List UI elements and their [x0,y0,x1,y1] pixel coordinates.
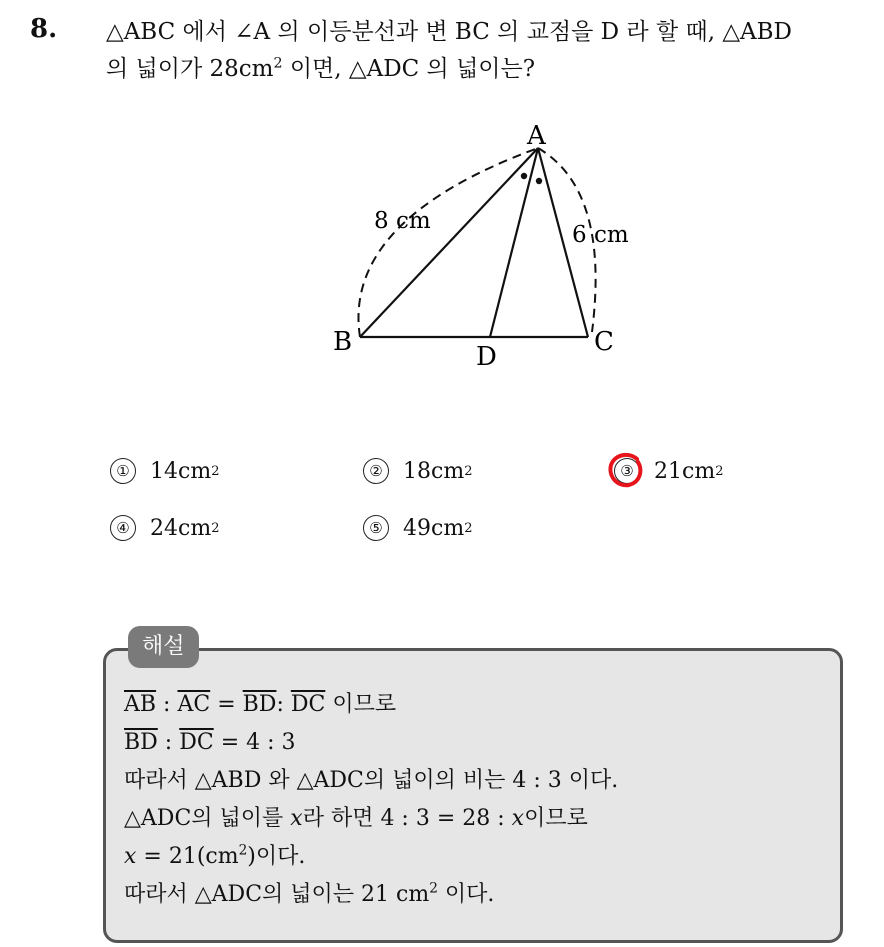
label-b: B [333,327,353,357]
solution-line-3: 따라서 △ABD 와 △ADC의 넓이의 비는 4 : 3 이다. [124,768,619,793]
sol5-x: x [124,844,137,869]
solution-line-2 [124,724,834,762]
solution-tag: 해설 [128,626,199,668]
segment-ab: $\overline{AB}$ [124,692,157,717]
choice-5[interactable] [363,515,472,541]
sol5-sup: 2 [238,842,248,859]
question-line-2-b: 이면, △ADC 의 넓이는? [282,56,536,82]
sol2-tail: = 4 : 3 [213,730,296,755]
angle-dot-1 [521,173,527,179]
choice-4[interactable] [110,515,219,541]
question-line-2-sup: 2 [273,55,283,72]
choice-2-sup: 2 [464,463,473,479]
choice-5-sup: 2 [464,520,473,536]
segment-ac: $\overline{AC}$ [177,692,211,717]
choice-3[interactable] [614,458,723,484]
sol4-c: 이므로 [524,806,588,831]
choice-5-value: 49cm [403,515,465,541]
choice-1-value: 14cm [150,458,212,484]
sol1-eq: = [210,692,243,717]
bisector-ad [490,148,538,337]
choice-3-sup: 2 [715,463,724,479]
choice-4-value: 24cm [150,515,212,541]
segment-dc-2: $\overline{DC}$ [179,730,214,755]
label-ab-length: 8 cm [374,208,431,234]
side-ab [360,148,538,337]
choice-2-number: ② [363,458,389,484]
sol5-a: = 21(cm [136,844,239,869]
question-text [106,14,876,88]
choice-2[interactable] [363,458,472,484]
choice-3-number-wrap [614,458,640,484]
solution-line-4 [124,800,834,838]
sol1-tail: 이므로 [325,692,397,717]
question-number: 8. [30,14,58,44]
sol4-x1: x [290,806,303,831]
choice-3-value: 21cm [654,458,716,484]
choice-3-number: ③ [620,462,634,480]
triangle-figure [320,110,650,385]
sol6-b: 이다. [437,882,495,907]
label-a: A [527,121,546,151]
sol1-sep2: : [276,692,291,717]
choice-1[interactable] [110,458,219,484]
choice-1-number: ① [110,458,136,484]
solution-line-5 [124,838,834,876]
sol1-sep1: : [156,692,178,717]
sol4-a: △ADC의 넓이를 [124,806,291,831]
correct-answer-circle-mark [607,451,645,489]
label-d: D [476,342,497,372]
question-line-1: △ABC 에서 ∠A 의 이등분선과 변 BC 의 교점을 D 라 할 때, △ABD [106,19,792,45]
sol6-sup: 2 [429,880,438,897]
solution-line-6 [124,876,834,914]
sol2-sep: : [157,730,180,755]
segment-bd: $\overline{BD}$ [242,692,277,717]
choice-4-number: ④ [110,515,136,541]
question-line-2 [106,51,876,88]
solution-line-1 [124,686,834,724]
choice-4-sup: 2 [211,520,220,536]
choice-2-value: 18cm [403,458,465,484]
choice-5-number: ⑤ [363,515,389,541]
label-ac-length: 6 cm [572,222,629,248]
segment-dc: $\overline{DC}$ [290,692,326,717]
sol4-x2: x [511,806,525,831]
question-line-2-a: 의 넓이가 28cm [106,56,274,82]
segment-bd-2: $\overline{BD}$ [124,730,158,755]
choice-1-sup: 2 [211,463,220,479]
sol4-b: 라 하면 4 : 3 = 28 : [302,806,512,831]
sol5-b: )이다. [247,844,306,869]
label-c: C [594,327,614,357]
solution-text [124,686,834,914]
angle-dot-2 [536,178,542,184]
sol6-a: 따라서 △ADC의 넓이는 21 cm [124,882,430,907]
